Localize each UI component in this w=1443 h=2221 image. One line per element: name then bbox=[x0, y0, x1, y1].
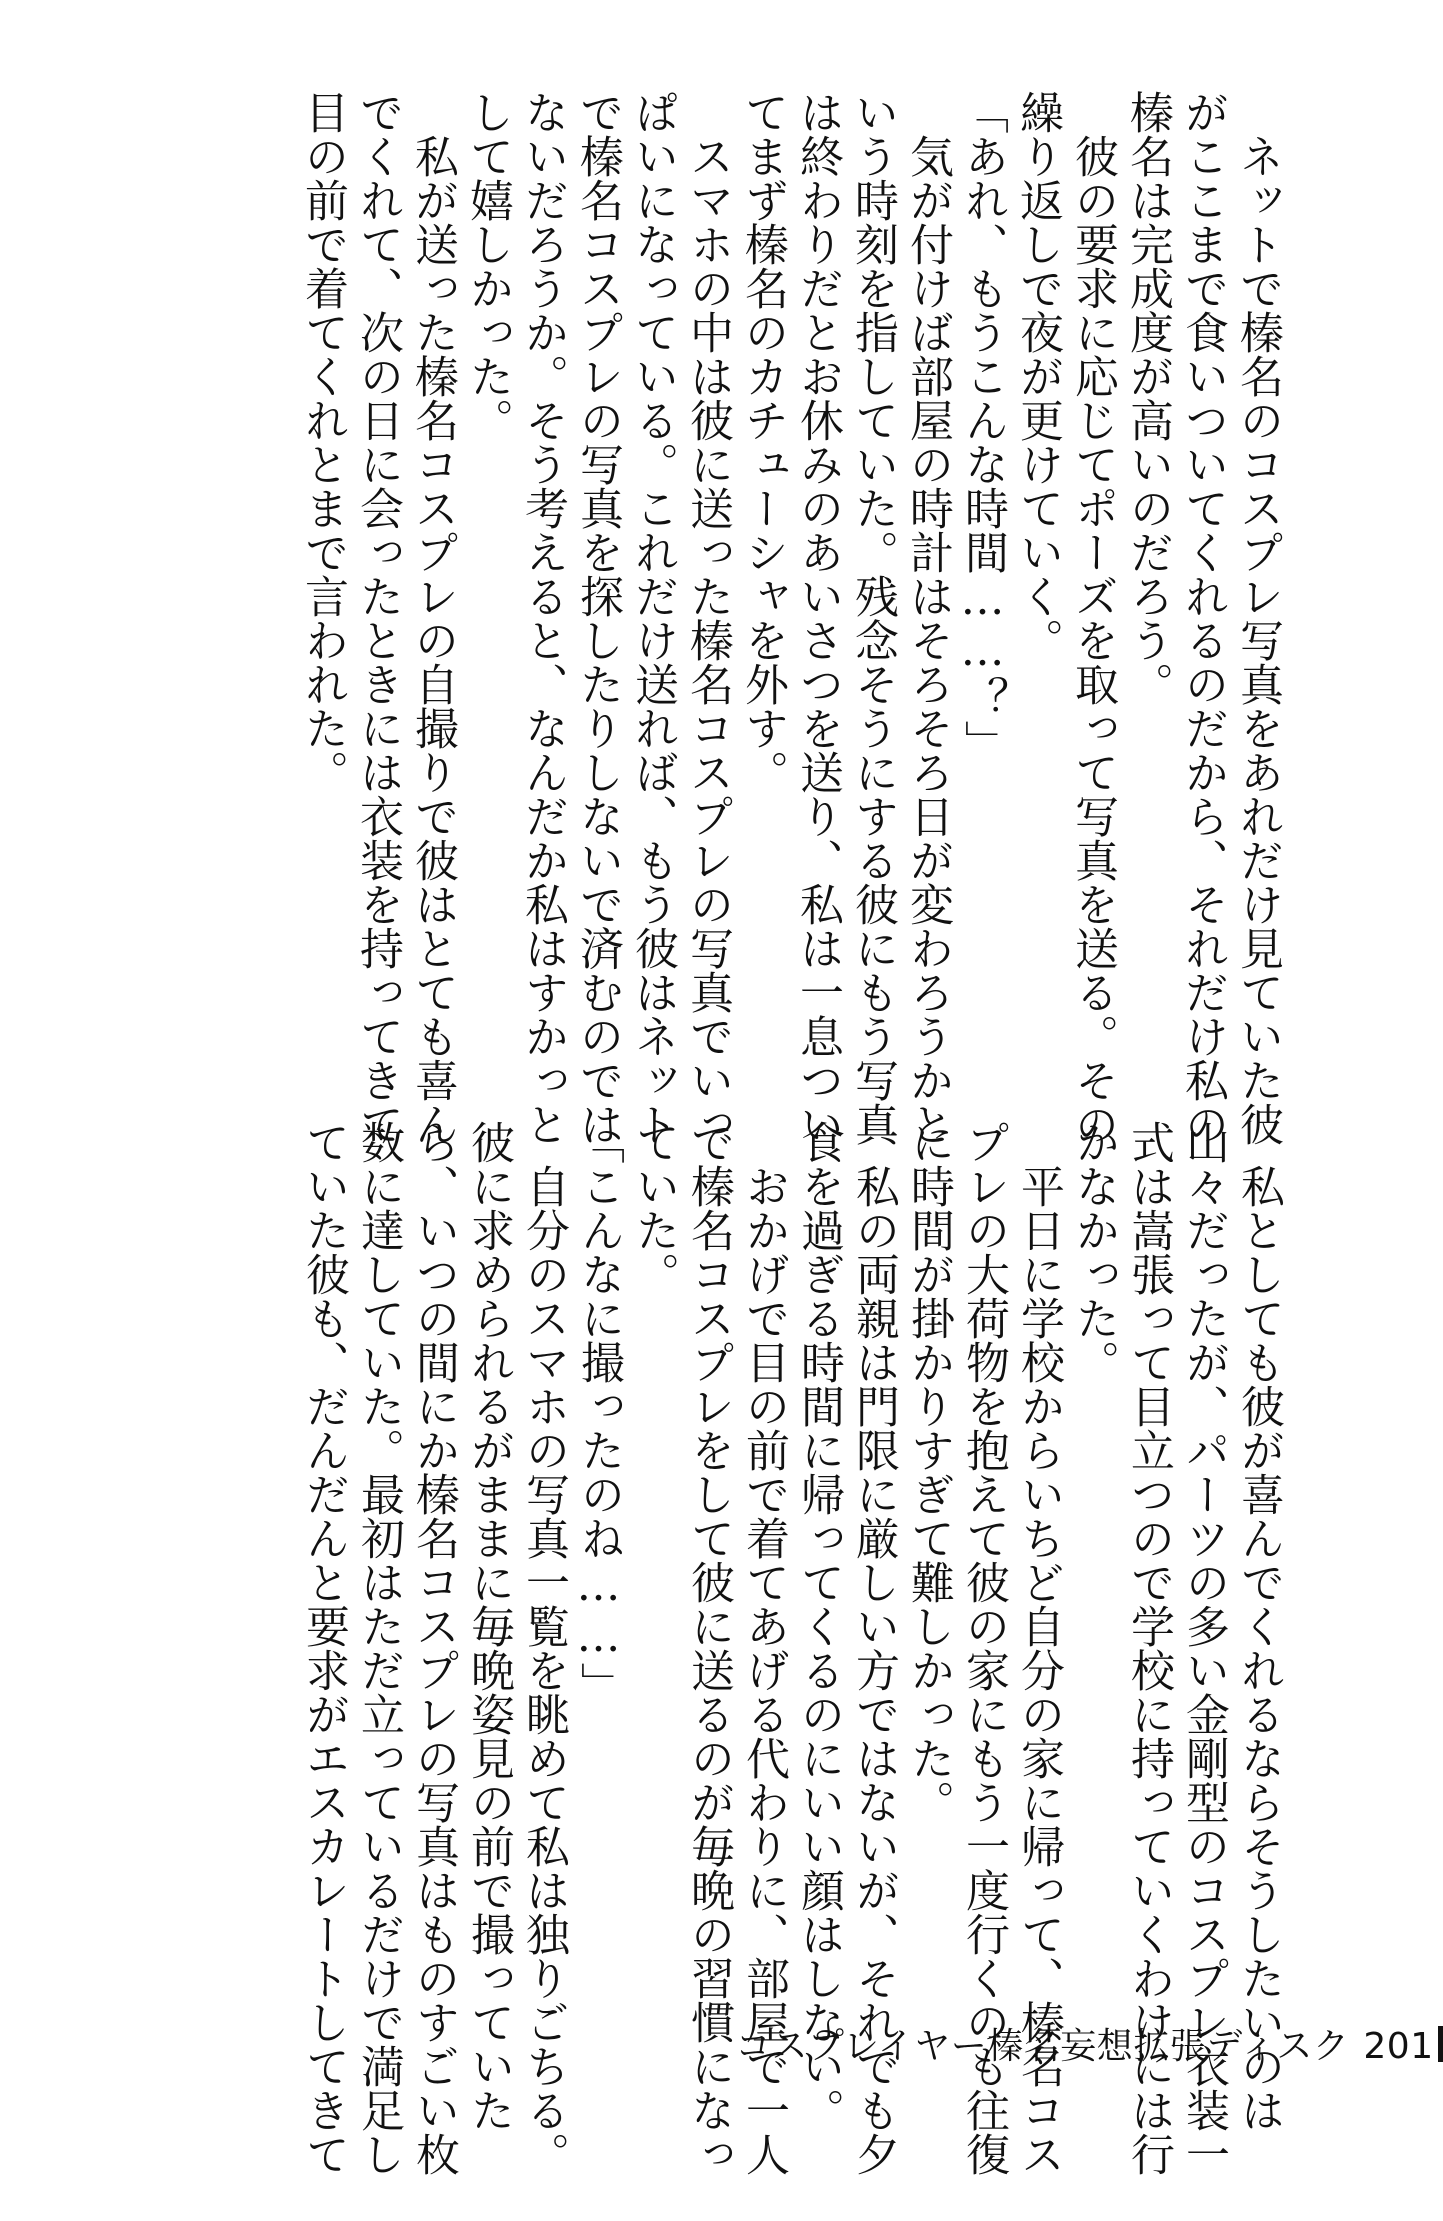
text-column: 自分のスマホの写真一覧を眺めて私は独りごちる。 bbox=[518, 1120, 569, 2176]
text-column: 「あれ、もうこんな時間……？」 bbox=[957, 90, 1008, 764]
text-column: 平日に学校からいちど自分の家に帰って、榛名コス bbox=[1013, 1120, 1064, 2176]
text-column: 私が送った榛名コスプレの自撮りで彼はとても喜ん bbox=[407, 90, 458, 1146]
text-column: でくれて、次の日に会ったときには衣装を持ってきて bbox=[352, 90, 403, 1146]
footer-bar-mark bbox=[1438, 2026, 1443, 2062]
text-column: して嬉しかった。 bbox=[462, 90, 513, 442]
text-column: かなかった。 bbox=[1068, 1120, 1119, 1384]
text-column: スマホの中は彼に送った榛名コスプレの写真でいっ bbox=[682, 90, 733, 1146]
text-column: がここまで食いついてくれるのだから、それだけ私の bbox=[1177, 90, 1228, 1146]
text-column: ていた。 bbox=[628, 1120, 679, 1296]
running-footer bbox=[735, 2022, 1434, 2072]
text-column: 山々だったが、パーツの多い金剛型のコスプレ衣装一 bbox=[1178, 1120, 1229, 2176]
text-column: で榛名コスプレの写真を探したりしないで済むのでは bbox=[572, 90, 623, 1146]
book-title: コスプレイヤー榛名妄想拡張ディスク bbox=[735, 2026, 1350, 2067]
text-column: 私の両親は門限に厳しい方ではないが、それでも夕 bbox=[848, 1120, 899, 2176]
text-column: ネットで榛名のコスプレ写真をあれだけ見ていた彼 bbox=[1232, 90, 1283, 1146]
text-column: は終わりだとお休みのあいさつを送り、私は一息つい bbox=[792, 90, 843, 1146]
text-column: いう時刻を指していた。残念そうにする彼にもう写真 bbox=[847, 90, 898, 1146]
text-block-top bbox=[297, 90, 1285, 1146]
text-column: ないだろうか。そう考えると、なんだか私はすかっと bbox=[517, 90, 568, 1146]
text-column: に時間が掛かりすぎて難しかった。 bbox=[903, 1120, 954, 1824]
text-column: 食を過ぎる時間に帰ってくるのにいい顔はしない。 bbox=[793, 1120, 844, 2132]
text-column: 彼の要求に応じてポーズを取って写真を送る。その bbox=[1067, 90, 1118, 1146]
page-number: 201 bbox=[1363, 2026, 1434, 2067]
text-column: 彼に求められるがままに毎晩姿見の前で撮っていた bbox=[463, 1120, 514, 2132]
text-column: ぱいになっている。これだけ送れば、もう彼はネット bbox=[627, 90, 678, 1146]
text-block-bottom bbox=[298, 1120, 1286, 2176]
text-column: 数に達していた。最初はただ立っているだけで満足し bbox=[353, 1120, 404, 2176]
text-column: ていた彼も、だんだんと要求がエスカレートしてきて bbox=[298, 1120, 349, 2176]
text-column: 私としても彼が喜んでくれるならそうしたいのは bbox=[1233, 1120, 1284, 2132]
text-column: おかげで目の前で着てあげる代わりに、部屋で一人 bbox=[738, 1120, 789, 2176]
text-column: 式は嵩張って目立つので学校に持っていくわけには行 bbox=[1123, 1120, 1174, 2176]
text-column: 気が付けば部屋の時計はそろそろ日が変わろうかと bbox=[902, 90, 953, 1146]
text-column: てまず榛名のカチューシャを外す。 bbox=[737, 90, 788, 794]
text-column: ら、いつの間にか榛名コスプレの写真はものすごい枚 bbox=[408, 1120, 459, 2176]
text-column: で榛名コスプレをして彼に送るのが毎晩の習慣になっ bbox=[683, 1120, 734, 2176]
text-column: 繰り返しで夜が更けていく。 bbox=[1012, 90, 1063, 662]
text-column: 目の前で着てくれとまで言われた。 bbox=[297, 90, 348, 794]
text-column: 「こんなに撮ったのね……」 bbox=[573, 1120, 624, 1706]
text-column: 榛名は完成度が高いのだろう。 bbox=[1122, 90, 1173, 706]
text-column: プレの大荷物を抱えて彼の家にもう一度行くのも往復 bbox=[958, 1120, 1009, 2176]
